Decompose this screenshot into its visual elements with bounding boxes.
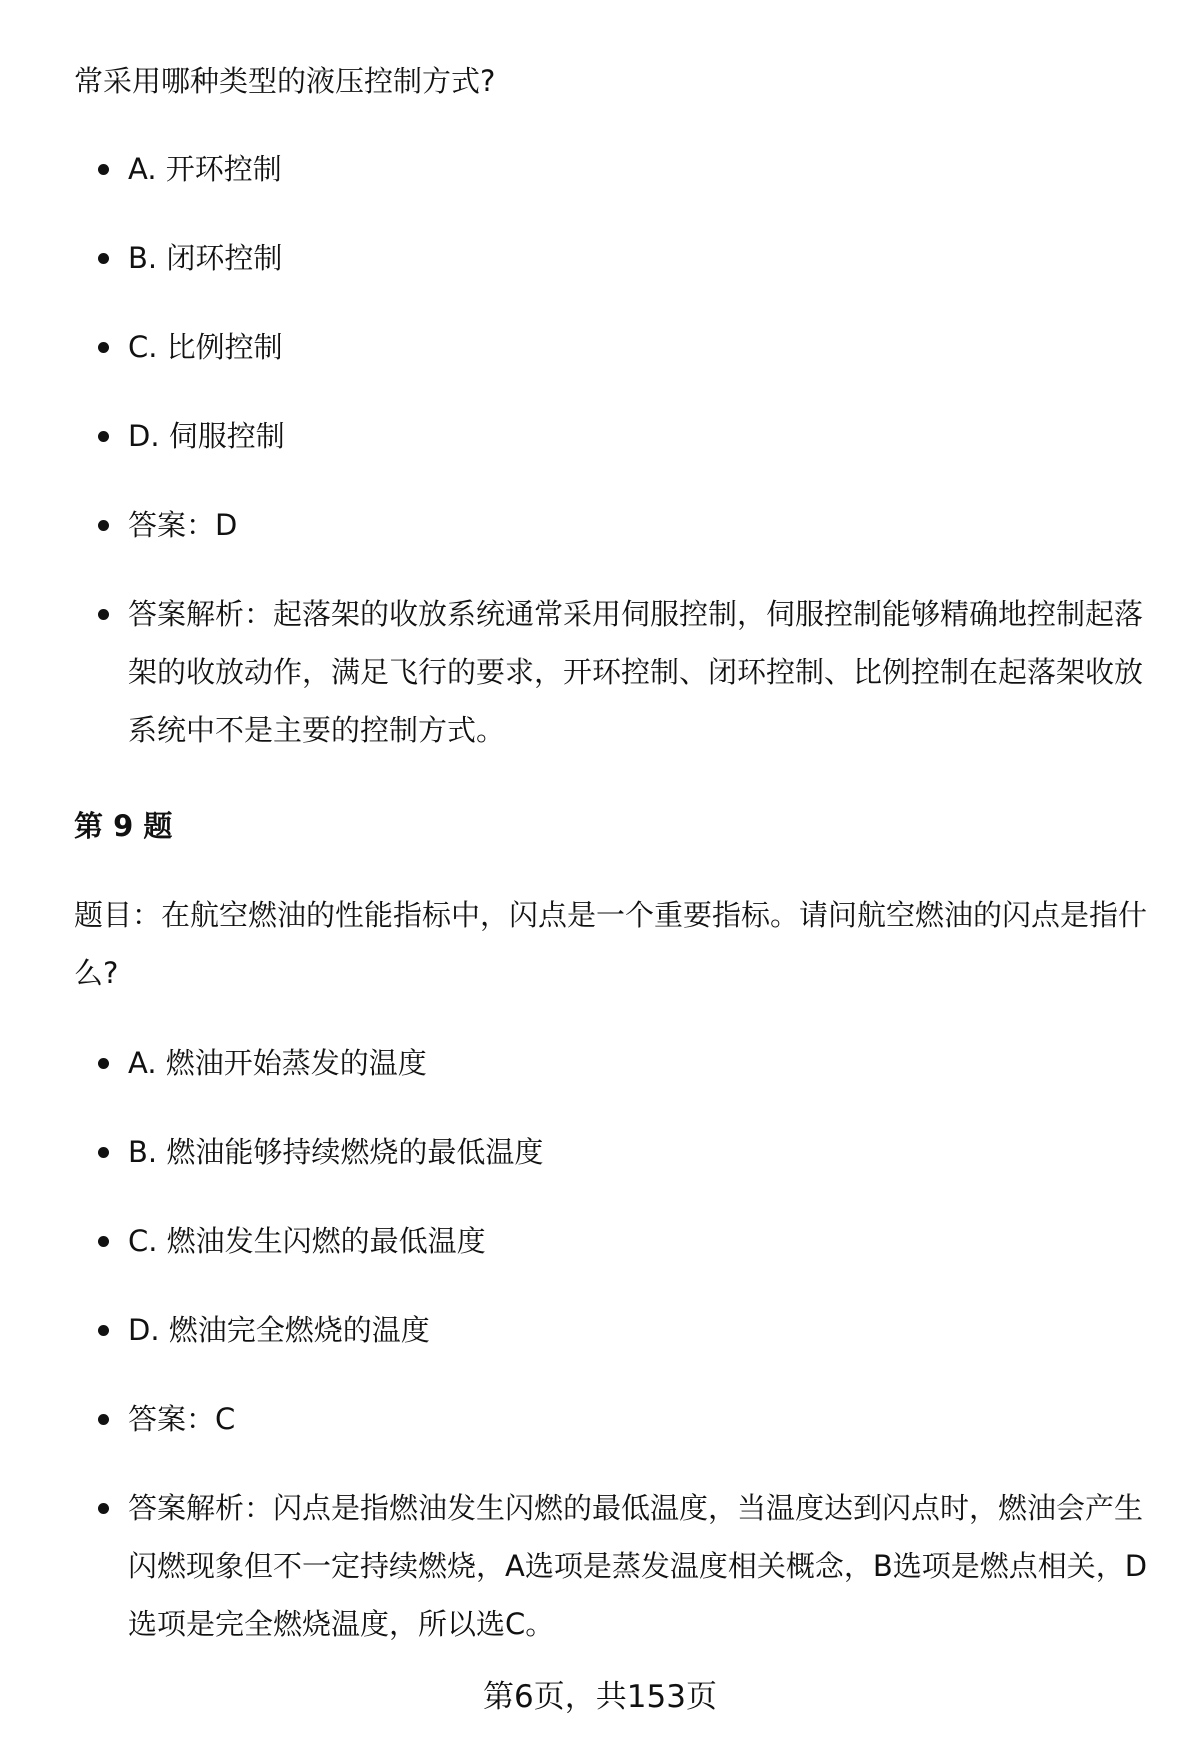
- q9-analysis: [128, 1479, 1152, 1653]
- q8-option-d-text: D. 伺服控制: [128, 419, 285, 453]
- q8-answer-text: 答案：D: [128, 508, 238, 542]
- q8-analysis-text: 答案解析：起落架的收放系统通常采用伺服控制，伺服控制能够精确地控制起落架的收放动作，满足飞行的要求，开环控制、闭环控制、比例控制在起落架收放系统中不是主要的控制方式。: [128, 597, 1144, 747]
- bullet-icon: [98, 520, 109, 531]
- q9-option-a-text: A. 燃油开始蒸发的温度: [128, 1046, 427, 1080]
- q9-option-a: [128, 1034, 1152, 1092]
- q9-answer: [128, 1390, 1152, 1448]
- q9-option-d-text: D. 燃油完全燃烧的温度: [128, 1313, 430, 1347]
- q9-heading: 第 9 题: [74, 809, 173, 843]
- bullet-icon: [98, 164, 109, 175]
- page-number-footer: 第6页，共153页: [483, 1679, 717, 1715]
- q9-option-d: [128, 1301, 1152, 1359]
- q8-option-a-text: A. 开环控制: [128, 152, 282, 186]
- q8-analysis: [128, 585, 1152, 759]
- q9-option-c: [128, 1212, 1152, 1270]
- bullet-icon: [98, 1058, 109, 1069]
- bullet-icon: [98, 1147, 109, 1158]
- q8-option-a: [128, 140, 1152, 198]
- q9-answer-text: 答案：C: [128, 1402, 236, 1436]
- bullet-icon: [98, 1414, 109, 1425]
- q8-option-b: [128, 229, 1152, 287]
- bullet-icon: [98, 253, 109, 264]
- q8-option-b-text: B. 闭环控制: [128, 241, 283, 275]
- q9-question: 题目：在航空燃油的性能指标中，闪点是一个重要指标。请问航空燃油的闪点是指什么?: [74, 898, 1148, 990]
- bullet-icon: [98, 431, 109, 442]
- q8-question-tail: 常采用哪种类型的液压控制方式?: [74, 64, 496, 98]
- bullet-icon: [98, 1325, 109, 1336]
- bullet-icon: [98, 609, 109, 620]
- q9-option-b: [128, 1123, 1152, 1181]
- bullet-icon: [98, 1503, 109, 1514]
- q9-option-b-text: B. 燃油能够持续燃烧的最低温度: [128, 1135, 544, 1169]
- q8-option-d: [128, 407, 1152, 465]
- q9-option-c-text: C. 燃油发生闪燃的最低温度: [128, 1224, 486, 1258]
- bullet-icon: [98, 342, 109, 353]
- q8-option-c-text: C. 比例控制: [128, 330, 283, 364]
- q9-analysis-text: 答案解析：闪点是指燃油发生闪燃的最低温度，当温度达到闪点时，燃油会产生闪燃现象但不一定持续燃烧，A选项是蒸发温度相关概念，B选项是燃点相关，D选项是完全燃烧温度，所以选C。: [128, 1491, 1148, 1641]
- q8-option-c: [128, 318, 1152, 376]
- q8-answer: [128, 496, 1152, 554]
- bullet-icon: [98, 1236, 109, 1247]
